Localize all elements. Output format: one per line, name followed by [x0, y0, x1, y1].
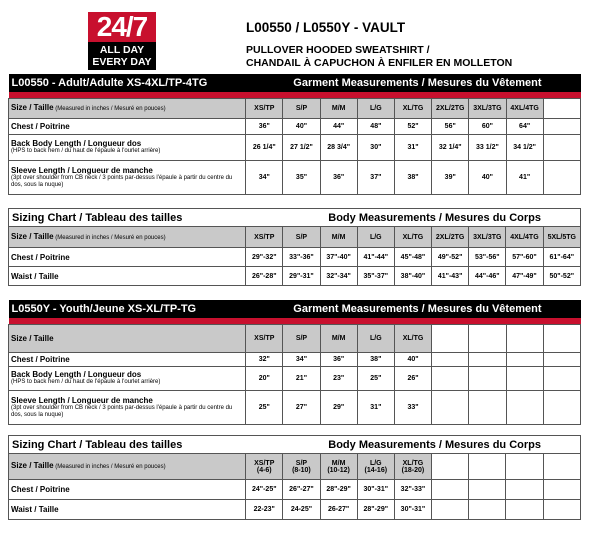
size-header	[357, 454, 394, 480]
row-value: 29"	[320, 390, 357, 424]
size-header-text: XL/TG	[402, 233, 424, 241]
row-value: 37"	[357, 160, 394, 194]
row-value: 35"-37"	[357, 267, 394, 286]
size-header-text: M/M	[331, 459, 346, 467]
row-value	[432, 352, 469, 366]
table-row	[9, 267, 581, 286]
table-row	[9, 134, 581, 160]
size-header-text: S/P	[295, 104, 308, 112]
row-label-text: Back Body Length / Longueur dos	[11, 370, 142, 379]
size-header-text: M/M	[331, 104, 346, 112]
row-value: 49"-52"	[432, 248, 469, 267]
row-value: 26"-27"	[283, 480, 320, 500]
size-header	[283, 324, 320, 352]
size-header	[432, 324, 469, 352]
row-value: 26"-28"	[246, 267, 283, 286]
size-header	[320, 98, 357, 118]
row-label	[9, 248, 246, 267]
section-title-right: Garment Measurements / Mesures du Vêtement	[293, 77, 542, 89]
row-label	[9, 160, 246, 194]
row-label	[9, 480, 246, 500]
size-header-range: (4-6)	[256, 466, 272, 474]
row-value: 34"	[283, 352, 320, 366]
row-value: 40"	[469, 160, 506, 194]
row-value: 45"-48"	[394, 248, 431, 267]
row-value	[543, 500, 580, 520]
row-value: 32"-34"	[320, 267, 357, 286]
row-value: 26"	[394, 366, 431, 390]
size-header	[543, 454, 580, 480]
section-title-left: L00550 - Adult/Adulte XS-4XL/TP-4TG	[11, 77, 208, 89]
section-title-left: Sizing Chart / Tableau des tailles	[12, 211, 183, 224]
size-header	[283, 454, 320, 480]
row-value: 52"	[394, 118, 431, 134]
row-value	[543, 160, 580, 194]
size-header	[506, 454, 543, 480]
size-header-text: M/M	[331, 334, 346, 342]
size-header-text: L/G	[370, 104, 382, 112]
row-value: 31"	[357, 390, 394, 424]
size-header	[394, 324, 431, 352]
row-label	[9, 118, 246, 134]
row-value: 61"-64"	[543, 248, 580, 267]
size-label-note: (Measured in inches / Mesuré en pouces)	[53, 464, 166, 470]
row-value: 21"	[283, 366, 320, 390]
row-label-note: (3pt over shoulder from CB neck / 3 points par-dessus l'épaule à partir du centre du dos, sous la nuque)	[11, 174, 233, 188]
row-value: 37"-40"	[320, 248, 357, 267]
size-label	[9, 454, 246, 480]
row-label-text: Back Body Length / Longueur dos	[11, 139, 142, 148]
logo-text-top: 24/7	[88, 12, 156, 42]
size-header-text: S/P	[295, 459, 308, 467]
row-value: 50"-52"	[543, 267, 580, 286]
section-title-right: Body Measurements / Mesures du Corps	[328, 211, 541, 224]
row-value: 38"	[394, 160, 431, 194]
row-label-text: Chest / Poitrine	[11, 121, 70, 131]
size-header-range: (10-12)	[327, 466, 350, 474]
row-value	[543, 118, 580, 134]
row-value	[506, 366, 543, 390]
size-header	[394, 227, 431, 248]
row-value	[506, 480, 543, 500]
size-header-text: XS/TP	[254, 459, 275, 467]
size-header	[543, 98, 580, 118]
row-value: 56"	[432, 118, 469, 134]
size-header-text: S/P	[295, 233, 308, 241]
youth-garment-table	[8, 300, 581, 425]
row-value: 30"	[357, 134, 394, 160]
row-label	[9, 134, 246, 160]
row-value: 48"	[357, 118, 394, 134]
size-header	[543, 227, 580, 248]
size-header-text: L/G	[369, 459, 382, 467]
logo-line2: EVERY DAY	[92, 56, 152, 68]
row-label-text: Sleeve Length / Longueur de manche	[11, 165, 153, 175]
row-value	[469, 480, 506, 500]
row-value: 36"	[320, 160, 357, 194]
row-value: 27"	[283, 390, 320, 424]
table-row	[9, 366, 581, 390]
row-value: 25"	[357, 366, 394, 390]
row-value: 27 1/2"	[283, 134, 320, 160]
size-header-text: 3XL/3TG	[473, 233, 502, 241]
page-subtitle	[246, 44, 512, 70]
row-value: 40"	[283, 118, 320, 134]
size-header-text: S/P	[295, 334, 308, 342]
row-label	[9, 352, 246, 366]
size-header	[506, 227, 543, 248]
row-value: 38"-40"	[394, 267, 431, 286]
row-value: 35"	[283, 160, 320, 194]
size-header-text: L/G	[370, 334, 382, 342]
size-header	[357, 324, 394, 352]
section-title-youth-body	[9, 436, 581, 454]
row-value: 41"	[506, 160, 543, 194]
row-value	[543, 366, 580, 390]
brand-logo	[88, 12, 156, 70]
size-header-text: M/M	[331, 233, 346, 241]
row-value: 41"-44"	[357, 248, 394, 267]
row-value: 28"-29"	[320, 480, 357, 500]
size-header	[432, 227, 469, 248]
table-row	[9, 500, 581, 520]
section-title-youth-garment	[9, 300, 581, 318]
size-header	[246, 324, 283, 352]
row-value	[506, 352, 543, 366]
section-title-adult-body	[9, 209, 581, 227]
row-label-note: (HPS to back hem / du haut de l'épaule à l'ourlet arrière)	[11, 379, 161, 385]
size-header	[283, 227, 320, 248]
adult-garment-table	[8, 74, 581, 195]
size-header	[246, 227, 283, 248]
row-value	[432, 500, 469, 520]
size-label-text: Size / Taille	[11, 231, 54, 241]
size-header-text: XS/TP	[254, 104, 275, 112]
table-row	[9, 480, 581, 500]
row-value: 26-27"	[320, 500, 357, 520]
row-value: 38"	[357, 352, 394, 366]
logo-line1: ALL DAY	[99, 44, 145, 56]
section-title-right: Garment Measurements / Mesures du Vêtement	[293, 303, 542, 315]
size-header-text: XL/TG	[402, 334, 424, 342]
row-value	[432, 390, 469, 424]
size-header-text: 3XL/3TG	[473, 104, 502, 112]
row-value: 57"-60"	[506, 248, 543, 267]
adult-body-table	[8, 208, 581, 286]
row-value: 36"	[320, 352, 357, 366]
size-header	[506, 324, 543, 352]
size-header-text: 4XL/4TG	[510, 233, 539, 241]
row-value: 33"-36"	[283, 248, 320, 267]
size-header	[394, 454, 431, 480]
row-label-note: (3pt over shoulder from CB neck / 3 points par-dessus l'épaule à partir du centre du dos, sous la nuque)	[11, 404, 233, 418]
table-row	[9, 352, 581, 366]
row-value: 41"-43"	[432, 267, 469, 286]
subtitle-line2: CHANDAIL À CAPUCHON À ENFILER EN MOLLETON	[246, 57, 513, 69]
row-label	[9, 267, 246, 286]
row-value: 60"	[469, 118, 506, 134]
page-title: L00550 / L0550Y - VAULT	[246, 20, 406, 35]
logo-text-bottom	[88, 42, 156, 70]
row-value: 32"	[246, 352, 283, 366]
size-label-text: Size / Taille	[11, 333, 54, 343]
row-value: 34"	[246, 160, 283, 194]
row-label	[9, 500, 246, 520]
size-label	[9, 227, 246, 248]
row-value	[543, 352, 580, 366]
size-label-text: Size / Taille	[11, 102, 54, 112]
row-value: 32"-33"	[394, 480, 431, 500]
row-value: 20"	[246, 366, 283, 390]
youth-body-table	[8, 435, 581, 520]
row-value: 40"	[394, 352, 431, 366]
table-row	[9, 390, 581, 424]
row-value: 44"	[320, 118, 357, 134]
size-label	[9, 324, 246, 352]
size-header-text: XL/TG	[402, 104, 424, 112]
row-value: 39"	[432, 160, 469, 194]
size-header-range: (8-10)	[292, 466, 311, 474]
row-value	[469, 366, 506, 390]
row-value	[469, 352, 506, 366]
row-value: 24-25"	[283, 500, 320, 520]
size-header	[283, 98, 320, 118]
table-row	[9, 118, 581, 134]
row-label-text: Chest / Poitrine	[11, 354, 70, 364]
subtitle-line1: PULLOVER HOODED SWEATSHIRT /	[246, 44, 430, 56]
row-value: 30"-31"	[394, 500, 431, 520]
size-header-text: 2XL/2TG	[436, 104, 465, 112]
size-header-range: (18-20)	[401, 466, 425, 474]
row-value: 28 3/4"	[320, 134, 357, 160]
section-title-left: L0550Y - Youth/Jeune XS-XL/TP-TG	[11, 303, 197, 315]
row-value: 24"-25"	[246, 480, 283, 500]
row-value	[469, 500, 506, 520]
size-header	[357, 227, 394, 248]
size-header	[357, 98, 394, 118]
section-title-right: Body Measurements / Mesures du Corps	[328, 438, 541, 451]
row-value: 34 1/2"	[506, 134, 543, 160]
row-value: 33"	[394, 390, 431, 424]
row-value: 47"-49"	[506, 267, 543, 286]
size-header	[469, 227, 506, 248]
size-header-text: XL/TG	[402, 459, 424, 467]
row-value: 22-23"	[246, 500, 283, 520]
size-header	[469, 324, 506, 352]
row-value	[432, 480, 469, 500]
size-header-text: L/G	[369, 233, 382, 241]
size-header-text: 4XL/4TG	[510, 104, 539, 112]
size-header	[320, 454, 357, 480]
table-row	[9, 160, 581, 194]
row-label-text: Waist / Taille	[11, 505, 59, 514]
size-header	[246, 454, 283, 480]
size-header	[246, 98, 283, 118]
row-value	[469, 390, 506, 424]
row-value: 53"-56"	[469, 248, 506, 267]
row-label-note: (HPS to back hem / du haut de l'épaule à l'ourlet arrière)	[11, 148, 161, 154]
size-header	[432, 454, 469, 480]
row-value	[506, 390, 543, 424]
size-label-note: (Measured in inches / Mesuré en pouces)	[53, 234, 166, 241]
row-label-text: Chest / Poitrine	[11, 485, 70, 494]
size-header	[320, 227, 357, 248]
row-label	[9, 390, 246, 424]
row-label-text: Sleeve Length / Longueur de manche	[11, 395, 153, 405]
row-value	[543, 480, 580, 500]
row-value: 33 1/2"	[469, 134, 506, 160]
row-value	[506, 500, 543, 520]
size-header	[432, 98, 469, 118]
size-header	[469, 98, 506, 118]
size-label-note: (Measured in inches / Mesuré en pouces)	[53, 105, 166, 112]
size-label	[9, 98, 246, 118]
row-value: 28"-29"	[357, 500, 394, 520]
size-header	[320, 324, 357, 352]
row-value: 31"	[394, 134, 431, 160]
row-value: 23"	[320, 366, 357, 390]
row-label-text: Waist / Taille	[11, 271, 59, 281]
size-header-text: XS/TP	[254, 233, 275, 241]
row-value: 26 1/4"	[246, 134, 283, 160]
row-value	[543, 390, 580, 424]
row-value: 36"	[246, 118, 283, 134]
row-value: 64"	[506, 118, 543, 134]
row-value: 29"-31"	[283, 267, 320, 286]
row-value: 32 1/4"	[432, 134, 469, 160]
size-label-text: Size / Taille	[11, 461, 54, 470]
row-value: 29"-32"	[246, 248, 283, 267]
section-title-adult-garment	[9, 74, 581, 92]
size-header-text: XS/TP	[254, 334, 275, 342]
row-value: 44"-46"	[469, 267, 506, 286]
size-header	[506, 98, 543, 118]
row-value: 25"	[246, 390, 283, 424]
row-label-text: Chest / Poitrine	[11, 252, 70, 262]
size-header	[469, 454, 506, 480]
size-header-range: (14-16)	[364, 466, 388, 474]
section-title-left: Sizing Chart / Tableau des tailles	[12, 438, 183, 451]
row-value: 30"-31"	[357, 480, 394, 500]
size-header-text: 5XL/5TG	[547, 233, 576, 241]
table-row	[9, 248, 581, 267]
size-header	[543, 324, 580, 352]
size-header-text: 2XL/2TG	[435, 233, 465, 241]
row-value	[543, 134, 580, 160]
size-header	[394, 98, 431, 118]
row-value	[432, 366, 469, 390]
row-label	[9, 366, 246, 390]
